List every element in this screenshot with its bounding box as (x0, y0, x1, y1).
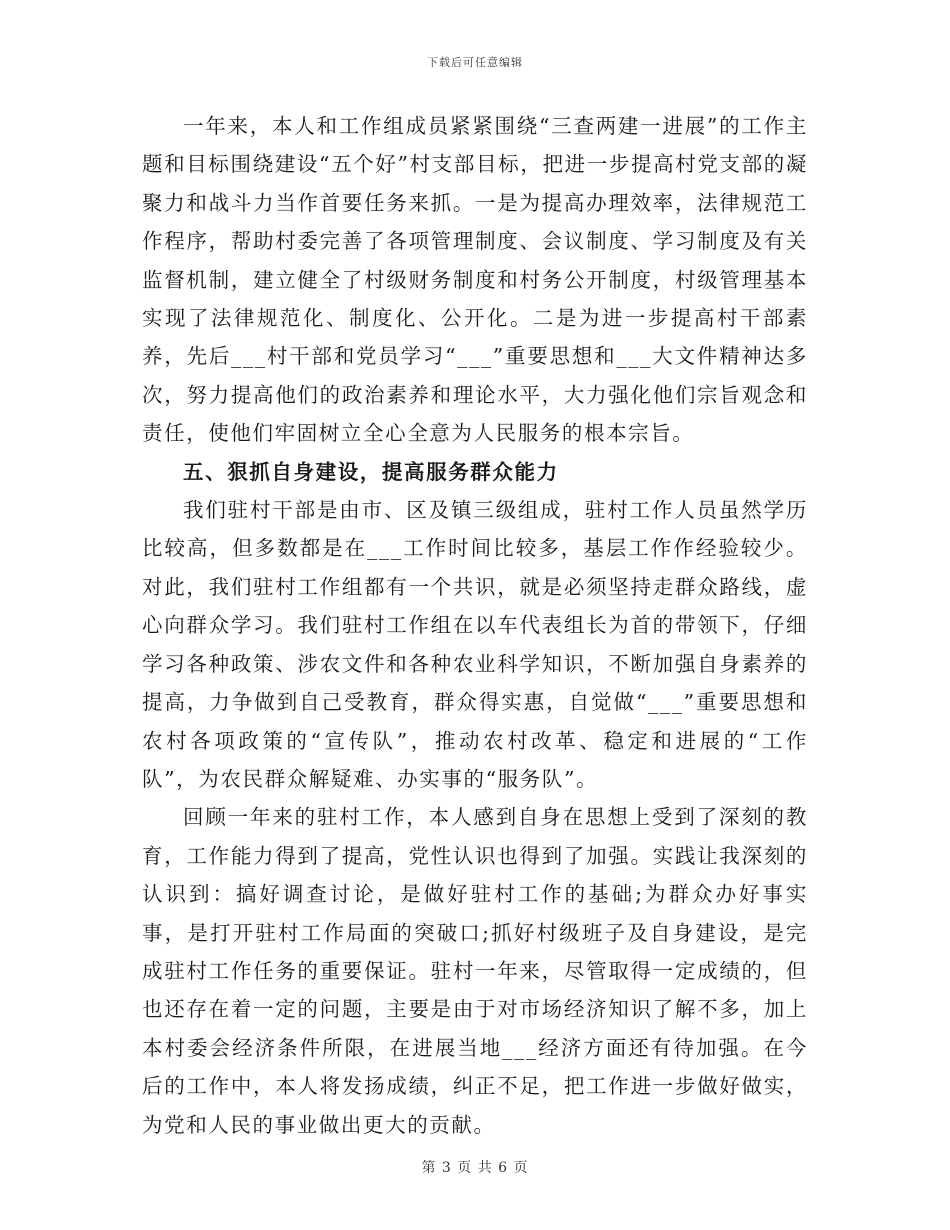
page-number: 第 3 页 共 6 页 (421, 1160, 529, 1176)
paragraph-review-summary: 回顾一年来的驻村工作，本人感到自身在思想上受到了深刻的教育，工作能力得到了提高，党性认识也得到了加强。实践让我深刻的认识到：搞好调查讨论，是做好驻村工作的基础;为群众办好事实事，是打开驻村工作局面的突破口;抓好村级班子及自身建设，是完成驻村工作任务的重要保证。驻村一年来，尽管取得一定成绩的，但也还存在着一定的问题，主要是由于对市场经济知识了解不多，加上本村委会经济条件所限，在进展当地___经济方面还有待加强。在今后的工作中，本人将发扬成绩，纠正不足，把工作进一步做好做实，为党和人民的事业做出更大的贡献。 (142, 805, 808, 1137)
paragraph-self-building: 我们驻村干部是由市、区及镇三级组成，驻村工作人员虽然学历比较高，但多数都是在___工作时间比较多，基层工作作经验较少。对此，我们驻村工作组都有一个共识，就是必须坚持走群众路线，虚心向群众学习。我们驻村工作组在以车代表组长为首的带领下，仔细学习各种政策、涉农文件和各种农业科学知识，不断加强自身素养的提高，力争做到自己受教育，群众得实惠，自觉做“___”重要思想和农村各项政策的“宣传队”，推动农村改革、稳定和进展的“工作队”，为农民群众解疑难、办实事的“服务队”。 (142, 498, 808, 791)
section-heading-self-building: 五、狠抓自身建设，提高服务群众能力 (183, 459, 559, 484)
page-header: 下载后可任意编辑 (427, 56, 523, 69)
document-body (142, 107, 808, 1144)
paragraph-party-branch-work: 一年来，本人和工作组成员紧紧围绕“三查两建一进展”的工作主题和目标围绕建设“五个好”村支部目标，把进一步提高村党支部的凝聚力和战斗力当作首要任务来抓。一是为提高办理效率，法律规范工作程序，帮助村委完善了各项管理制度、会议制度、学习制度及有关监督机制，建立健全了村级财务制度和村务公开制度，村级管理基本实现了法律规范化、制度化、公开化。二是为进一步提高村干部素养，先后___村干部和党员学习“___”重要思想和___大文件精神达多次，努力提高他们的政治素养和理论水平，大力强化他们宗旨观念和责任，使他们牢固树立全心全意为人民服务的根本宗旨。 (142, 114, 808, 446)
